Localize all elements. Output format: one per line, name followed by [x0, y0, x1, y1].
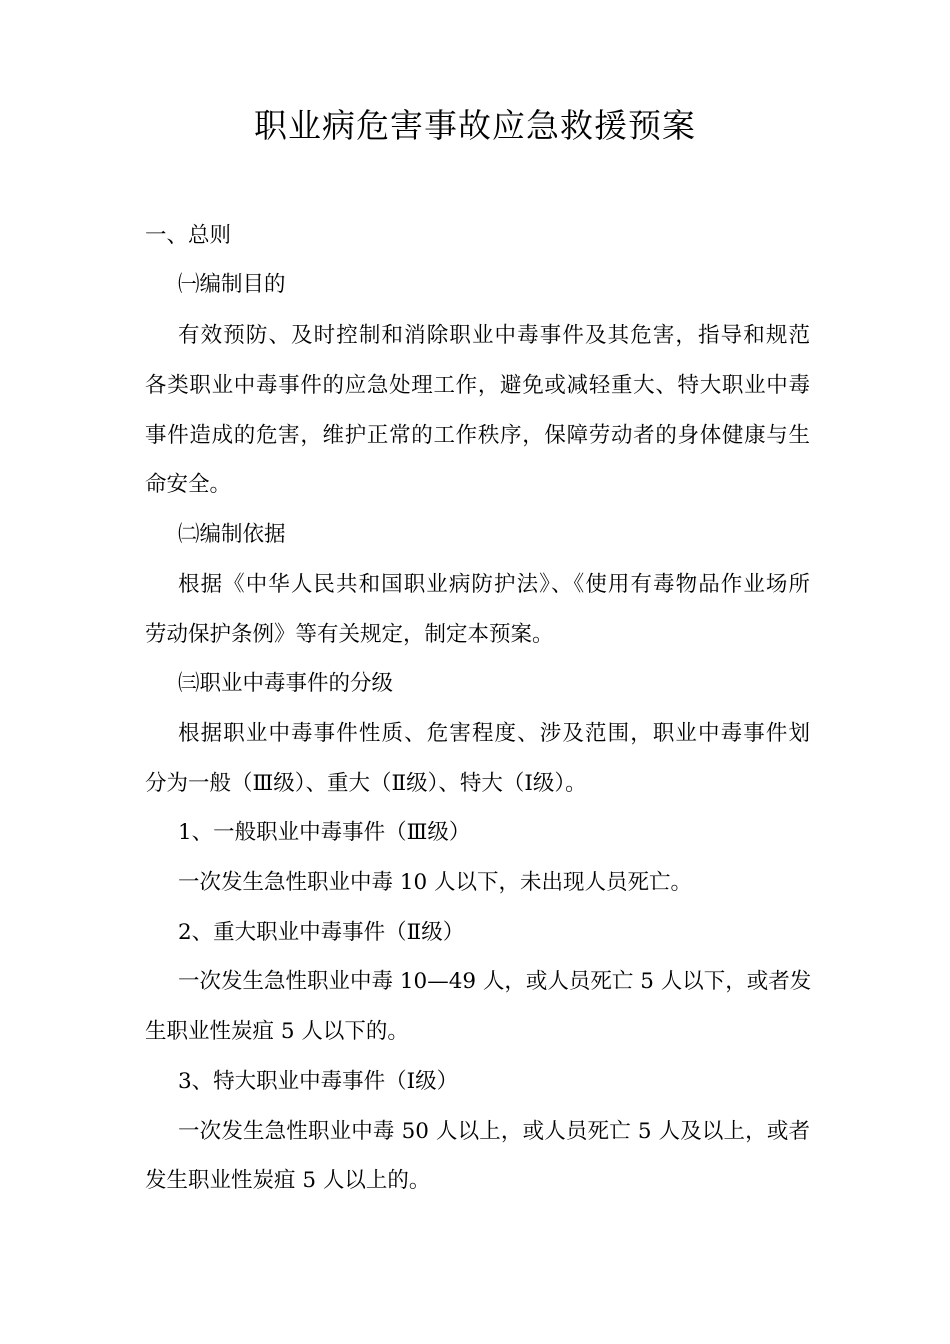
level-heading-major: 2、重大职业中毒事件（Ⅱ级） [178, 920, 465, 945]
level-heading-severe: 3、特大职业中毒事件（Ⅰ级） [178, 1069, 459, 1094]
paragraph-line: 事件造成的危害，维护正常的工作秩序，保障劳动者的身体健康与生 [145, 423, 810, 448]
paragraph-line: 根据《中华人民共和国职业病防护法》、《使用有毒物品作业场所 [178, 572, 810, 597]
paragraph-line: 有效预防、及时控制和消除职业中毒事件及其危害，指导和规范 [178, 323, 810, 348]
paragraph-line: 一次发生急性职业中毒 10—49 人，或人员死亡 5 人以下，或者发 [178, 969, 812, 994]
section-heading-general: 一、总则 [145, 223, 232, 248]
paragraph-line: 一次发生急性职业中毒 50 人以上，或人员死亡 5 人及以上，或者 [178, 1119, 810, 1144]
paragraph-line: 生职业性炭疽 5 人以下的。 [145, 1019, 409, 1044]
paragraph-line: 根据职业中毒事件性质、危害程度、涉及范围，职业中毒事件划 [178, 721, 810, 746]
subheading-classification: ㈢职业中毒事件的分级 [178, 671, 394, 696]
document-title: 职业病危害事故应急救援预案 [254, 106, 696, 145]
paragraph-line: 命安全。 [145, 472, 232, 497]
subheading-purpose: ㈠编制目的 [178, 272, 286, 297]
paragraph-line: 一次发生急性职业中毒 10 人以下，未出现人员死亡。 [178, 870, 693, 895]
level-heading-general: 1、一般职业中毒事件（Ⅲ级） [178, 820, 471, 845]
paragraph-line: 分为一般（Ⅲ级）、重大（Ⅱ级）、特大（Ⅰ级）。 [145, 771, 587, 796]
subheading-basis: ㈡编制依据 [178, 522, 286, 547]
paragraph-line: 各类职业中毒事件的应急处理工作，避免或减轻重大、特大职业中毒 [145, 373, 810, 398]
paragraph-line: 劳动保护条例》等有关规定，制定本预案。 [145, 622, 554, 647]
paragraph-line: 发生职业性炭疽 5 人以上的。 [145, 1168, 431, 1193]
